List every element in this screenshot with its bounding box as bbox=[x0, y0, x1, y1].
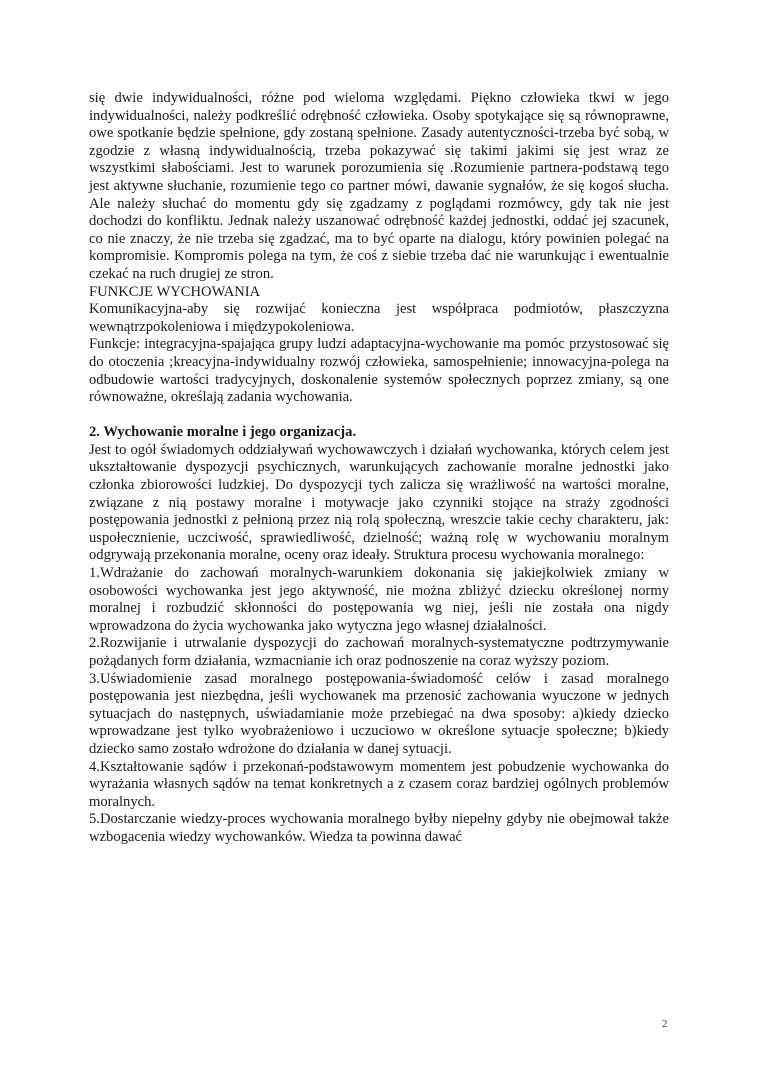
moral-education-paragraph: Jest to ogół świadomych oddziaływań wychowawczych i działań wychowanka, których celem jest ukształtowanie dyspozycji psychicznych, warunkujących zachowanie moralne jednostki jako członka zbiorowości ludzkiej. Do dyspozycji tych zalicza się wrażliwość na wartości moralne, związane z nią postawy moralne i motywacje jako czynniki stojące na straży zgodności postępowania jednostki z pełnioną przez nią rolą społeczną, wreszcie takie cechy charakteru, jak: uspołecznienie, uczciwość, sprawiedliwość, dzielność; ważną rolę w wychowaniu moralnym odgrywają przekonania moralne, oceny oraz ideały. Struktura procesu wychowania moralnego: bbox=[89, 441, 669, 564]
communication-paragraph: Komunikacyjna-aby się rozwijać konieczna jest współpraca podmiotów, płaszczyzna wewnątrzpokoleniowa i międzypokoleniowa. bbox=[89, 301, 669, 335]
structure-point-5: 5.Dostarczanie wiedzy-proces wychowania moralnego byłby niepełny gdyby nie obejmował także wzbogacenia wiedzy wychowanków. Wiedza ta powinna dawać bbox=[89, 811, 669, 845]
structure-point-4: 4.Kształtowanie sądów i przekonań-podstawowym momentem jest pobudzenie wychowanka do wyrażania własnych sądów na temat konkretnych a z czasem coraz bardziej ogólnych problemów moralnych. bbox=[89, 758, 669, 810]
section-heading: 2. Wychowanie moralne i jego organizacja. bbox=[89, 424, 357, 441]
structure-point-3: 3.Uświadomienie zasad moralnego postępowania-świadomość celów i zasad moralnego postępowania jest niezbędna, jeśli wychowanek ma przenosić zachowania wyuczone w jednych sytuacjach do następnych, uświadamianie może przebiegać na dwa sposoby: a)kiedy dziecko wprowadzane jest tylko wyobrażeniowo i uczuciowo w określone sytuacje społeczne; b)kiedy dziecko samo zostało wdrożone do działania w danej sytuacji. bbox=[89, 670, 669, 757]
structure-point-1: 1.Wdrażanie do zachowań moralnych-warunkiem dokonania się jakiejkolwiek zmiany w osobowości wychowanka jest jego aktywność, nie można zbliżyć dziecku określonej normy moralnej i rozbudzić skłonności do postępowania wg niej, jeśli nie została ona nigdy wprowadzona do życia wychowanka jako wytyczna jego własnej działalności. bbox=[89, 565, 669, 634]
blank-line bbox=[89, 407, 669, 425]
document-page bbox=[89, 90, 669, 847]
page-number: 2 bbox=[662, 1018, 668, 1030]
structure-point-2: 2.Rozwijanie i utrwalanie dyspozycji do zachowań moralnych-systematyczne podtrzymywanie pożądanych form działania, wzmacnianie ich oraz podnoszenie na coraz wyższy poziom. bbox=[89, 635, 669, 669]
functions-heading: FUNKCJE WYCHOWANIA bbox=[89, 283, 261, 300]
functions-paragraph: Funkcje: integracyjna-spajająca grupy ludzi adaptacyjna-wychowanie ma pomóc przystosować się do otoczenia ;kreacyjna-indywidualny rozwój człowieka, samospełnienie; innowacyjna-polega na odbudowie wartości tradycyjnych, doskonalenie systemów społecznych poprzez zmiany, są one równoważne, określają zadania wychowania. bbox=[89, 336, 669, 406]
intro-paragraph: się dwie indywidualności, różne pod wieloma względami. Piękno człowieka tkwi w jego indywidualności, należy podkreślić odrębność człowieka. Osoby spotykające się są równoprawne, owe spotkanie będzie spełnione, gdy zostaną spełnione. Zasady autentyczności-trzeba być sobą, w zgodzie z własną indywidualnością, trzeba pokazywać się takimi jakimi się jest wraz ze wszystkimi słabościami. Jest to warunek porozumienia się .Rozumienie partnera-podstawą tego jest aktywne słuchanie, rozumienie tego co partner mówi, dawanie sygnałów, że się kogoś słucha. Ale należy słuchać do momentu gdy się zgadzamy z poglądami rozmówcy, gdy tak nie jest dochodzi do konfliktu. Jednak należy uszanować odrębność każdej jednostki, oddać jej szacunek, co nie znaczy, że nie trzeba się zgadzać, ma to być oparte na dialogu, który powinien polegać na kompromisie. Kompromis polega na tym, że coś z siebie trzeba dać nie warunkując i ewentualnie czekać na ruch drugiej ze stron. bbox=[89, 90, 669, 282]
